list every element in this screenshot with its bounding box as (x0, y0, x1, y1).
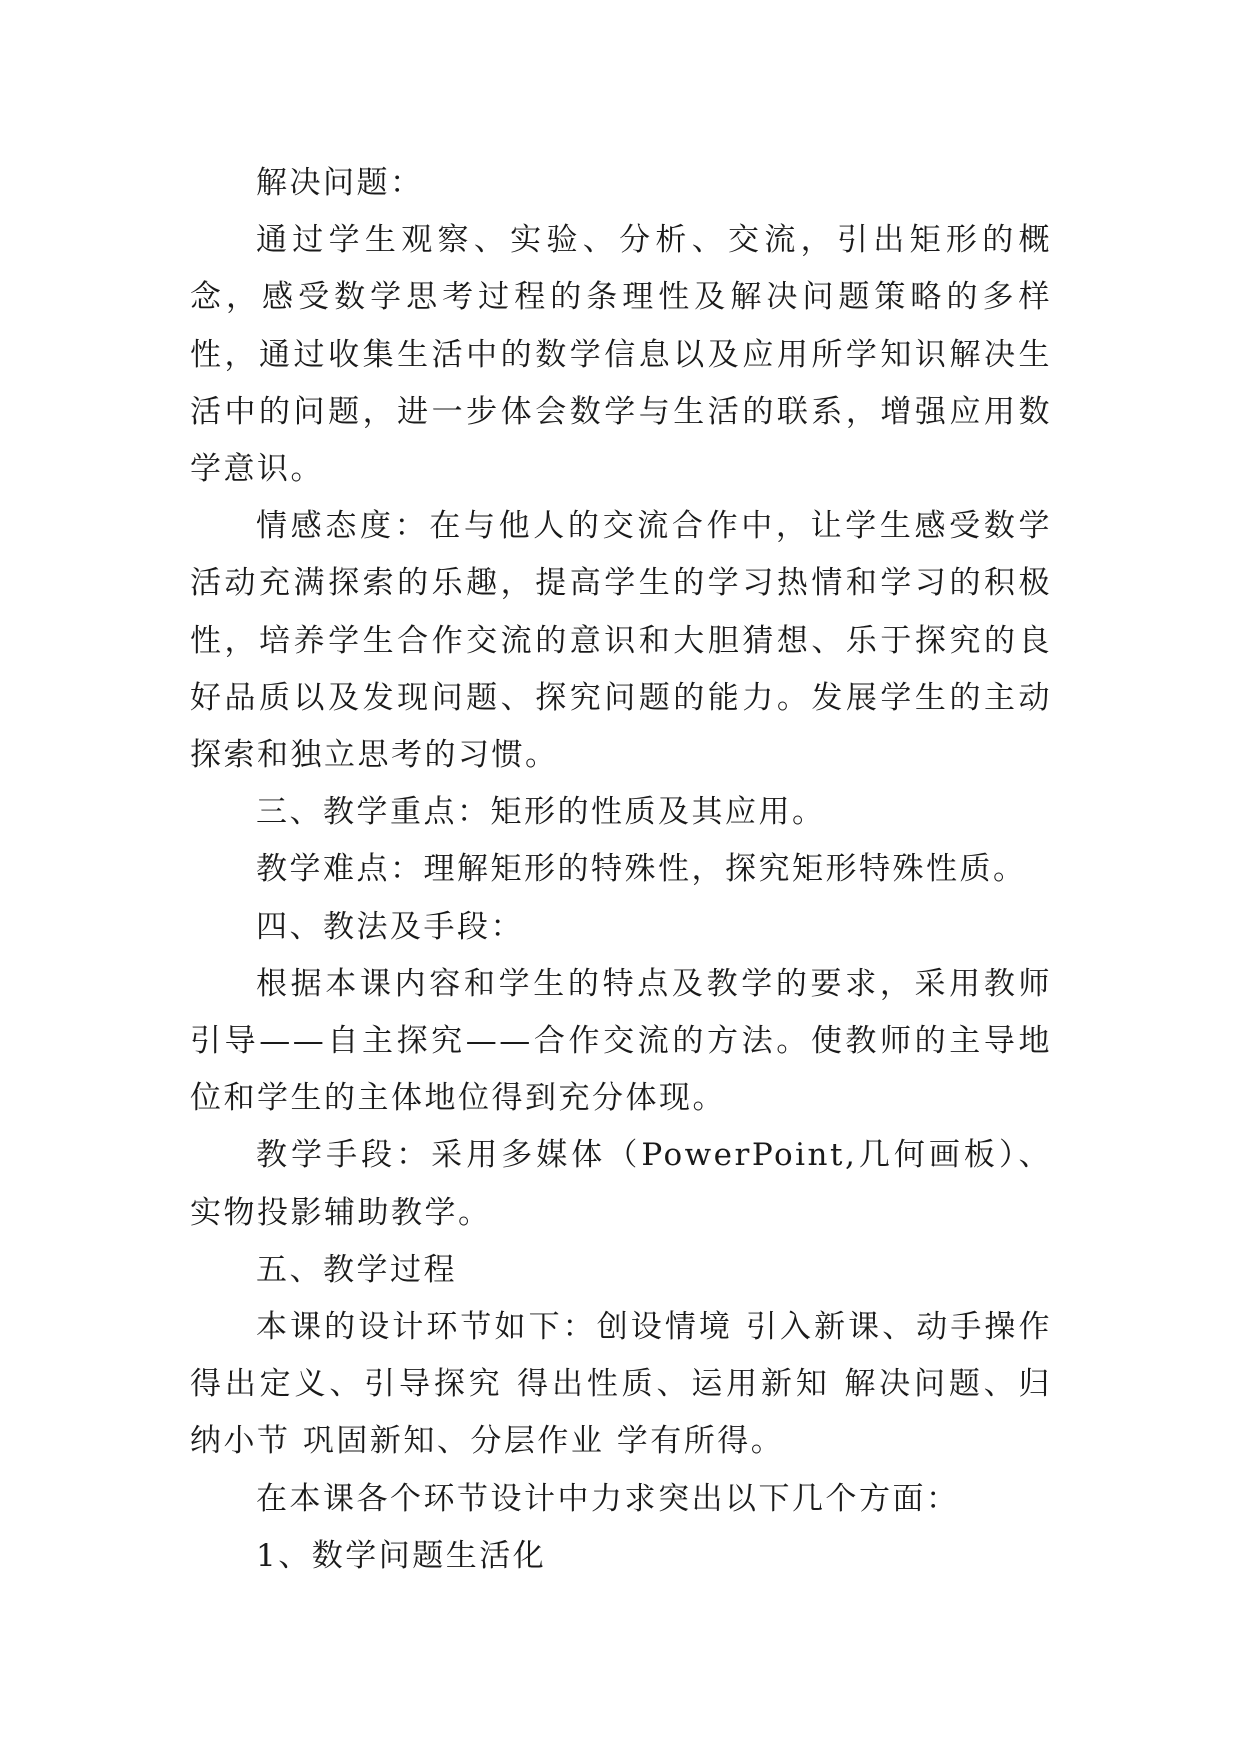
paragraph-teaching-focus: 三、教学重点：矩形的性质及其应用。 (256, 794, 826, 831)
paragraph-teaching-difficulty: 教学难点：理解矩形的特殊性，探究矩形特殊性质。 (256, 851, 1027, 888)
paragraph-methods-body: 根据本课内容和学生的特点及教学的要求，采用教师引导——自主探究——合作交流的方法。使教师的主导地位和学生的主体地位得到充分体现。 (190, 965, 1052, 1117)
paragraph-design-emphasis: 在本课各个环节设计中力求突出以下几个方面： (256, 1480, 960, 1517)
paragraph-problem-solving-body: 通过学生观察、实验、分析、交流，引出矩形的概念，感受数学思考过程的条理性及解决问题策略的多样性，通过收集生活中的数学信息以及应用所学知识解决生活中的问题，进一步体会数学与生活的联系，增强应用数学意识。 (190, 222, 1052, 488)
paragraph-emotional-attitude: 情感态度：在与他人的交流合作中，让学生感受数学活动充满探索的乐趣，提高学生的学习热情和学习的积极性，培养学生合作交流的意识和大胆猜想、乐于探究的良好品质以及发现问题、探究问题的能力。发展学生的主动探索和独立思考的习惯。 (190, 508, 1052, 774)
paragraph-problem-solving-heading: 解决问题： (256, 165, 424, 201)
paragraph-process-heading: 五、教学过程 (256, 1251, 457, 1288)
paragraph-point-one: 1、数学问题生活化 (256, 1537, 547, 1574)
paragraph-teaching-means: 教学手段：采用多媒体（PowerPoint,几何画板）、实物投影辅助教学。 (190, 1137, 1052, 1231)
paragraph-design-steps: 本课的设计环节如下：创设情境 引入新课、动手操作 得出定义、引导探究 得出性质、运用新知 解决问题、归纳小节 巩固新知、分层作业 学有所得。 (190, 1309, 1065, 1460)
document-body (190, 155, 1065, 1585)
paragraph-methods-heading: 四、教法及手段： (256, 908, 524, 945)
